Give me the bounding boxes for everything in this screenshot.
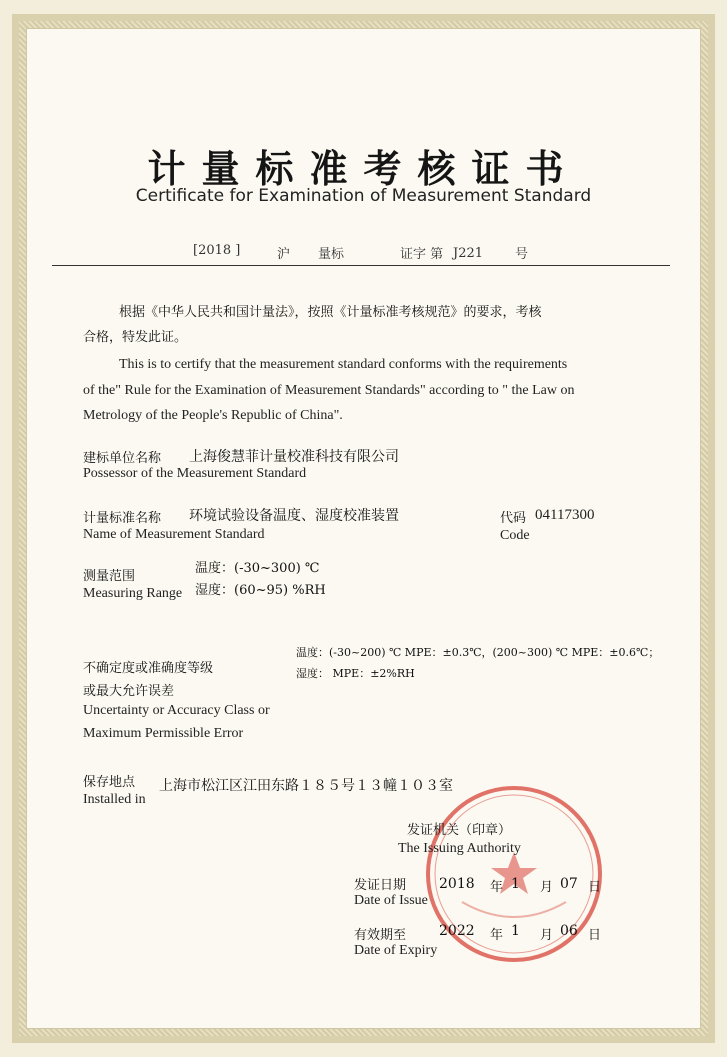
range-label-cn: 测量范围 bbox=[83, 569, 136, 584]
issue-label-en: Date of Issue bbox=[354, 893, 428, 908]
authority-label-en: The Issuing Authority bbox=[398, 841, 521, 856]
range-label-en: Measuring Range bbox=[83, 586, 183, 601]
ref-number: J221 bbox=[453, 246, 484, 261]
issue-label-cn: 发证日期 bbox=[354, 878, 407, 893]
code-label-cn: 代码 bbox=[500, 511, 527, 526]
expiry-label-cn: 有效期至 bbox=[354, 928, 407, 943]
ref-type: 量标 bbox=[318, 247, 345, 262]
ref-word: 证字 第 bbox=[400, 247, 444, 262]
range-line2: 湿度：(60~95) %RH bbox=[195, 583, 326, 598]
uncertainty-label-cn-line2: 或最大允许误差 bbox=[83, 684, 175, 699]
installed-value: 上海市松江区江田东路１８５号１３幢１０３室 bbox=[159, 778, 453, 794]
uncertainty-line1: 温度：(-30~200) ℃ MPE：±0.3℃，(200~300) ℃ MPE：±0.6℃； bbox=[296, 646, 660, 659]
title-chinese: 计量标准考核证书 bbox=[147, 146, 580, 191]
expiry-yue: 月 bbox=[540, 928, 554, 943]
expiry-year: 2022 bbox=[439, 923, 475, 939]
header-divider bbox=[52, 265, 670, 266]
uncertainty-label-en-line2: Maximum Permissible Error bbox=[83, 726, 244, 741]
body-cn-line2: 合格，特发此证。 bbox=[83, 330, 188, 345]
uncertainty-line2: 湿度： MPE：±2%RH bbox=[296, 667, 415, 680]
expiry-nian: 年 bbox=[490, 928, 504, 943]
expiry-label-en: Date of Expiry bbox=[354, 943, 438, 958]
range-line1: 温度：(-30~300) ℃ bbox=[195, 561, 320, 576]
body-cn-line1: 根据《中华人民共和国计量法》，按照《计量标准考核规范》的要求，考核 bbox=[119, 305, 542, 320]
expiry-ri: 日 bbox=[588, 928, 602, 943]
body-en-line1: This is to certify that the measurement standard conforms with the requirements bbox=[119, 357, 568, 372]
uncertainty-label-cn-line1: 不确定度或准确度等级 bbox=[83, 661, 214, 676]
standard-label-cn: 计量标准名称 bbox=[83, 511, 162, 526]
expiry-month: 1 bbox=[511, 923, 520, 939]
installed-label-en: Installed in bbox=[83, 792, 146, 807]
standard-label-en: Name of Measurement Standard bbox=[83, 527, 265, 542]
expiry-day: 06 bbox=[560, 923, 578, 939]
issue-year: 2018 bbox=[439, 876, 475, 892]
body-en-line2: of the" Rule for the Examination of Measurement Standards" according to " the Law on bbox=[83, 383, 575, 398]
issue-day: 07 bbox=[560, 876, 578, 892]
uncertainty-label-en-line1: Uncertainty or Accuracy Class or bbox=[83, 703, 270, 718]
possessor-value: 上海俊慧菲计量校准科技有限公司 bbox=[189, 449, 399, 465]
issue-yue: 月 bbox=[540, 880, 554, 895]
ref-year: [2018 ] bbox=[193, 243, 241, 258]
issue-month: 1 bbox=[511, 876, 520, 892]
ref-region: 沪 bbox=[277, 247, 291, 262]
title-english: Certificate for Examination of Measurement Standard bbox=[135, 186, 592, 206]
authority-label-cn: 发证机关（印章） bbox=[407, 823, 512, 838]
standard-value: 环境试验设备温度、湿度校准装置 bbox=[189, 508, 399, 524]
code-value: 04117300 bbox=[535, 507, 595, 523]
ref-suffix: 号 bbox=[515, 247, 529, 262]
installed-label-cn: 保存地点 bbox=[83, 775, 136, 790]
possessor-label-en: Possessor of the Measurement Standard bbox=[83, 466, 307, 481]
code-label-en: Code bbox=[500, 528, 530, 543]
body-en-line3: Metrology of the People's Republic of China". bbox=[83, 408, 343, 423]
issue-nian: 年 bbox=[490, 880, 504, 895]
possessor-label-cn: 建标单位名称 bbox=[83, 451, 162, 466]
issue-ri: 日 bbox=[588, 880, 602, 895]
